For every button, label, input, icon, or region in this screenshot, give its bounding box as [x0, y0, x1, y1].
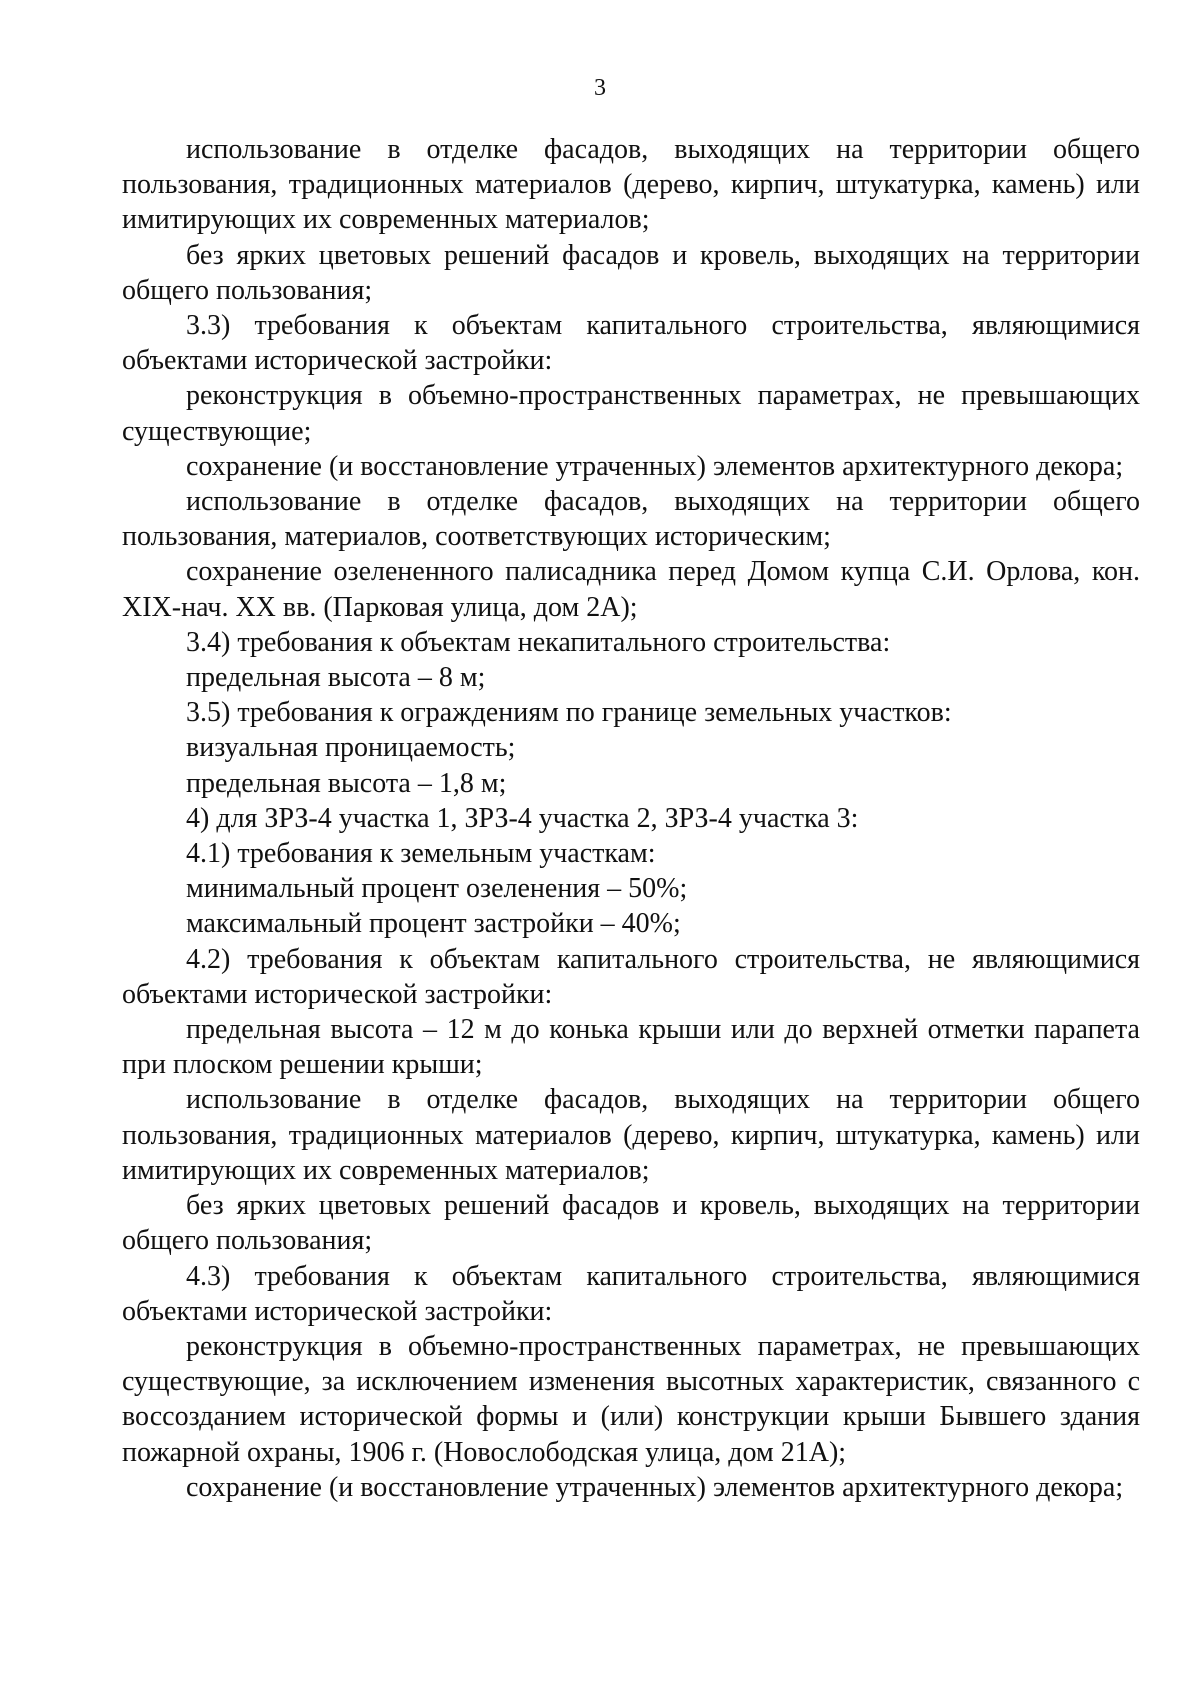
paragraph: 4.1) требования к земельным участкам: — [186, 838, 656, 870]
paragraph: предельная высота – 1,8 м; — [186, 767, 507, 799]
paragraph: сохранение (и восстановление утраченных) элементов архитектурного декора; — [186, 1471, 1124, 1503]
paragraph: без ярких цветовых решений фасадов и кровель, выходящих на территории общего пользования; — [122, 1190, 1140, 1257]
paragraph: 3.3) требования к объектам капитального строительства, являющимися объектами исторической застройки: — [122, 310, 1140, 377]
page-number: 3 — [594, 75, 606, 101]
document-body — [122, 132, 1140, 1505]
paragraph: реконструкция в объемно-пространственных параметрах, не превышающих существующие; — [122, 380, 1140, 447]
paragraph: предельная высота – 8 м; — [186, 662, 486, 694]
paragraph: 4) для ЗРЗ-4 участка 1, ЗРЗ-4 участка 2, ЗРЗ-4 участка 3: — [186, 802, 859, 834]
paragraph: сохранение (и восстановление утраченных) элементов архитектурного декора; — [186, 450, 1124, 482]
paragraph: 4.3) требования к объектам капитального строительства, являющимися объектами исторической застройки: — [122, 1260, 1140, 1327]
paragraph: 3.5) требования к ограждениям по границе земельных участков: — [186, 697, 952, 729]
paragraph: использование в отделке фасадов, выходящих на территории общего пользования, традиционных материалов (дерево, кирпич, штукатурка, камень) или имитирующих их современных материалов; — [122, 1084, 1140, 1186]
paragraph: без ярких цветовых решений фасадов и кровель, выходящих на территории общего пользования; — [122, 239, 1140, 306]
paragraph: реконструкция в объемно-пространственных параметрах, не превышающих существующие, за исключением изменения высотных характеристик, связанного с воссозданием исторической формы и (или) конструкции крыши Бывшего здания пожарной охраны, 1906 г. (Новослободская улица, дом 21А); — [122, 1330, 1140, 1468]
paragraph: 3.4) требования к объектам некапитального строительства: — [186, 626, 891, 658]
paragraph: использование в отделке фасадов, выходящих на территории общего пользования, традиционных материалов (дерево, кирпич, штукатурка, камень) или имитирующих их современных материалов; — [122, 134, 1140, 236]
paragraph: 4.2) требования к объектам капитального строительства, не являющимися объектами исторической застройки: — [122, 943, 1140, 1010]
paragraph: предельная высота – 12 м до конька крыши или до верхней отметки парапета при плоском решении крыши; — [122, 1014, 1140, 1081]
paragraph: визуальная проницаемость; — [186, 732, 516, 764]
paragraph: использование в отделке фасадов, выходящих на территории общего пользования, материалов, соответствующих историческим; — [122, 486, 1140, 553]
paragraph: минимальный процент озеленения – 50%; — [186, 873, 688, 905]
paragraph: сохранение озелененного палисадника перед Домом купца С.И. Орлова, кон. XIX-нач. XX вв. (Парковая улица, дом 2А); — [122, 556, 1140, 623]
paragraph: максимальный процент застройки – 40%; — [186, 908, 681, 940]
